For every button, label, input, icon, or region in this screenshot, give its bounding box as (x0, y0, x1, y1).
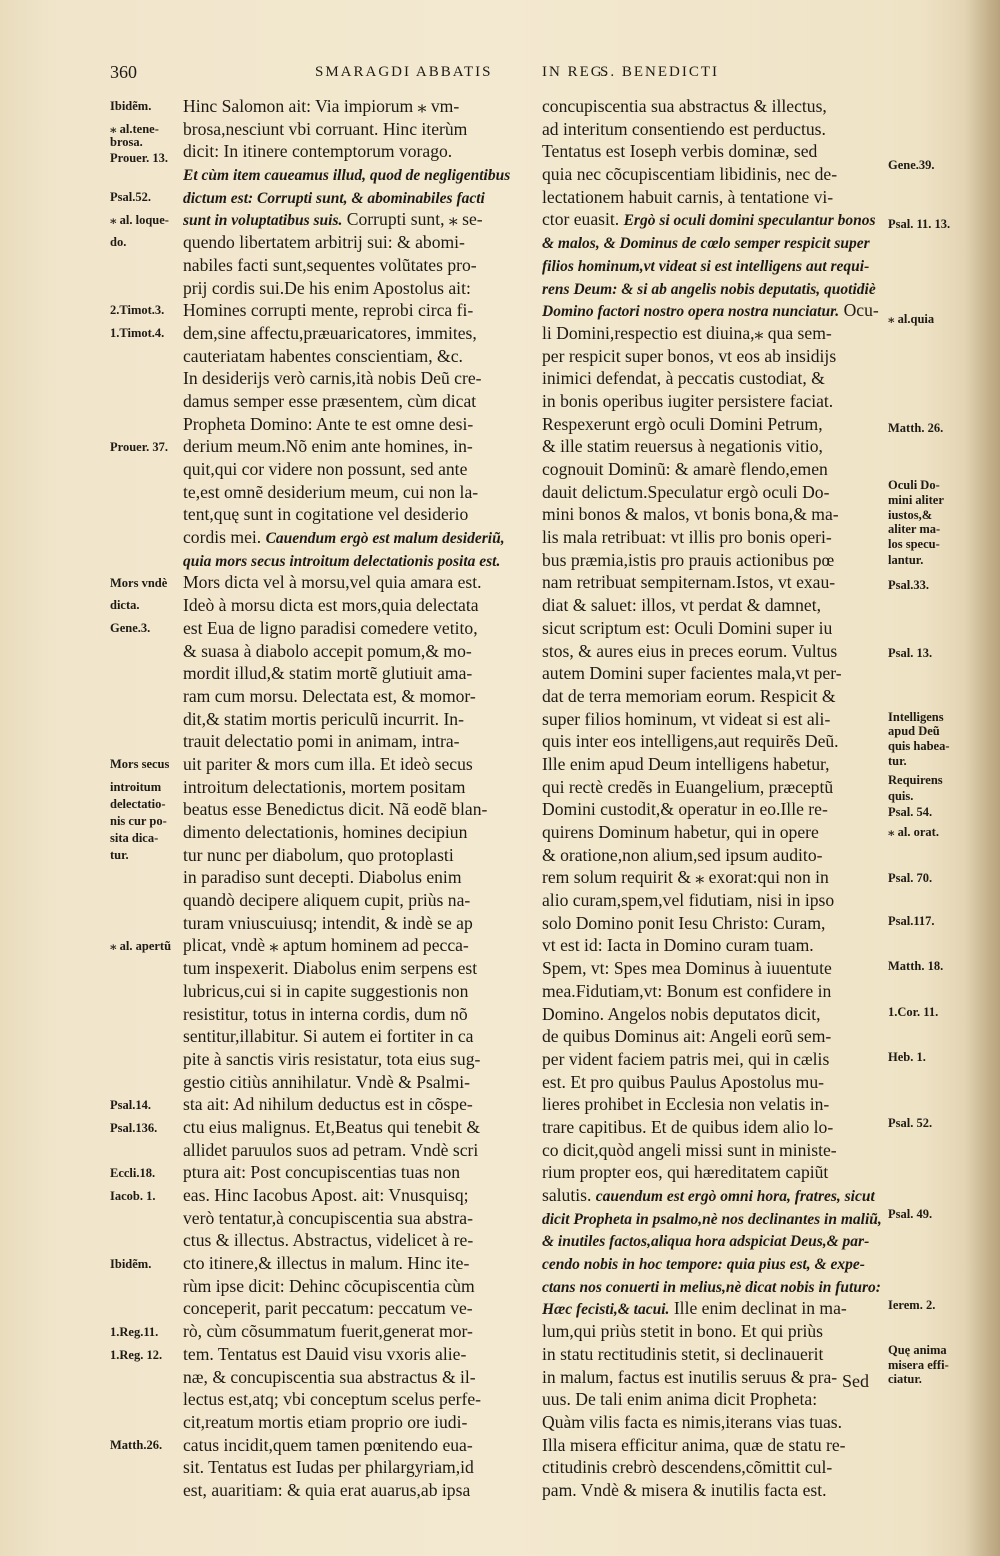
text-line: dem,sine affectu,præuaricatores, immites, (183, 322, 477, 343)
marginal-note: Psal. 70. (888, 870, 933, 885)
text-line: dit,& statim mortis periculũ incurrit. In- (183, 708, 464, 729)
marginal-note: quis. (888, 789, 914, 804)
marginal-note: do. (110, 235, 127, 250)
marginal-note: tur. (888, 753, 907, 768)
text-line: mea.Fidutiam,vt: Bonum est confidere in (542, 980, 832, 1001)
text-line: est. Et pro quibus Paulus Apostolus mu- (542, 1071, 824, 1092)
text-line: verò tentatur,à concupiscentia sua abstra- (183, 1207, 473, 1228)
marginal-note: los specu- (888, 537, 940, 552)
text-line (542, 277, 882, 300)
page-number: 360 (110, 62, 137, 82)
text-line: alio curam,spem,vel fidutiam, nisi in ipso (542, 890, 835, 911)
text-segment-italic: cauendum est ergò omni hora, fratres, sicut (595, 1188, 875, 1205)
text-line: ctu eius malignus. Et,Beatus qui tenebit & (183, 1116, 481, 1137)
text-line: per vident faciem patris mei, qui in cælis (542, 1048, 830, 1069)
text-line: tum inspexerit. Diabolus enim serpens est (183, 958, 478, 979)
text-line: prij cordis sui.De his enim Apostolus ait: (183, 277, 471, 298)
text-line: rem solum requirit & ⁎ exorat:qui non in (542, 867, 829, 888)
text-line (542, 1184, 882, 1207)
text-line: resistitur, totus in interna cordis, dum nõ (183, 1003, 468, 1024)
marginal-note: apud Deũ (888, 724, 940, 739)
text-line: lectationem habuit carnis, à tentatione vi- (542, 186, 834, 207)
text-line (542, 299, 882, 322)
text-line (542, 1252, 882, 1275)
text-line: Domino. Angelos nobis deputatos dicit, (542, 1003, 821, 1024)
text-line: dicit: In itinere contemptorum vorago. (183, 141, 453, 162)
text-line: li Domini,respectio est diuina,⁎ qua sem- (542, 322, 832, 343)
text-line: lubricus,cui si in capite suggestionis non (183, 980, 469, 1001)
marginal-note: Mors vndè (110, 575, 168, 590)
text-segment: ctans nos conuerti in melius,nè dicat nobis in futuro: (542, 1278, 881, 1296)
marginal-note: Psal. 13. (888, 646, 933, 661)
marginal-note: quis habea- (888, 739, 950, 754)
text-segment: salutis. (542, 1185, 596, 1205)
marginal-note: Matth. 18. (888, 959, 944, 974)
text-line (183, 163, 533, 186)
text-line: & oratione,non alium,sed ipsum audito- (542, 844, 823, 865)
marginal-note: iustos,& (888, 507, 933, 522)
text-line: ptura ait: Post concupiscentias tuas non (183, 1162, 461, 1183)
marginal-note: introitum (110, 780, 162, 794)
text-line: rium propter eos, qui hæreditatem capiũt (542, 1162, 829, 1183)
running-title-in-reg: IN REG. (542, 64, 610, 80)
text-line: Hinc Salomon ait: Via impiorum ⁎ vm- (183, 96, 460, 116)
text-line: trauit delectatio pomi in animam, intra- (183, 731, 460, 752)
marginal-note: 1.Timot.4. (110, 326, 165, 340)
marginal-note: lantur. (888, 553, 924, 567)
marginal-note: Gene.3. (110, 621, 151, 636)
text-line: trare capitibus. Et de quibus idem alio lo- (542, 1116, 834, 1137)
text-line: est Eua de ligno paradisi comedere vetito, (183, 617, 478, 638)
text-line: In desiderijs verò carnis,ità nobis Deũ cre- (183, 368, 482, 389)
text-segment: Ocu- (839, 300, 879, 321)
text-line: cauteriatam habentes conscientiam, &c. (183, 345, 463, 366)
marginal-note: Quę anima (888, 1342, 947, 1357)
text-line: rò, cùm cõsummatum fuerit,generat mor- (183, 1321, 473, 1342)
marginal-note: Psal. 11. 13. (888, 217, 951, 232)
text-line (183, 526, 533, 549)
text-line: tem. Tentatus est Dauid visu vxoris alie- (183, 1343, 467, 1364)
text-line: gestio citiùs annihilatur. Vndè & Psalmi- (183, 1071, 471, 1092)
text-line (183, 549, 533, 572)
text-line: cognouit Dominũ: & amarè flendo,emen (542, 459, 828, 479)
marginal-note: mini aliter (888, 492, 944, 507)
marginal-note: Ibidẽm. (110, 1256, 152, 1271)
marginal-note: Matth. 26. (888, 421, 944, 436)
text-line: nam retribuat sempiternam.Istos, vt exau- (542, 572, 836, 593)
text-line: quirens Dominum habetur, qui in opere (542, 822, 819, 842)
marginal-note: Psal.33. (888, 577, 929, 592)
text-line: conceperit, parit peccatum: peccatum ve- (183, 1298, 473, 1319)
marginal-note: Psal.14. (110, 1097, 151, 1112)
marginal-note: Oculi Do- (888, 478, 940, 493)
text-line: ram cum morsu. Delectata est, & momor- (183, 685, 476, 706)
page-gutter-shadow (965, 0, 1000, 1556)
marginal-note: Psal. 52. (888, 1115, 933, 1130)
text-line: Respexerunt ergò oculi Domini Petrum, (542, 413, 823, 434)
marginal-note: Iacob. 1. (110, 1188, 156, 1203)
marginal-note: ⁎ al. orat. (888, 825, 939, 840)
text-line: Homines corrupti mente, reprobi circa fi- (183, 300, 474, 321)
text-line (542, 1207, 882, 1230)
text-line (183, 186, 533, 209)
text-segment-italic: Ergò si oculi domini speculantur bonos (623, 212, 876, 230)
marginal-note: Psal.136. (110, 1120, 158, 1135)
catchword: Sed (842, 1371, 869, 1391)
marginal-note: ⁎ al.quia (888, 312, 935, 327)
text-line (542, 208, 882, 231)
text-line: sta ait: Ad nihilum deductus est in cõspe- (183, 1094, 473, 1115)
text-segment: cendo nobis in hoc tempore: quia pius est, & expe- (542, 1256, 865, 1274)
text-line: quendo libertatem arbitrij sui: & abomi- (183, 232, 465, 253)
marginal-note: Prouer. 37. (110, 439, 168, 454)
running-header (110, 62, 970, 88)
marginal-note: delectatio- (110, 797, 166, 812)
running-title-author: SMARAGDI ABBATIS (315, 64, 493, 80)
text-line: & suasa à diabolo accepit pomum,& mo- (183, 640, 472, 661)
text-line: solo Domino ponit Iesu Christo: Curam, (542, 912, 826, 933)
marginal-note: Psal. 54. (888, 804, 933, 819)
text-line: cto itinere,& illectus in malum. Hinc ite- (183, 1253, 470, 1274)
text-line: mini bonos & malos, vt bonis bona,& ma- (542, 504, 839, 525)
text-line: quis inter eos intelligens,aut requirẽs Deũ. (542, 731, 839, 752)
marginal-note: aliter ma- (888, 522, 941, 537)
right-text-column (542, 95, 882, 1502)
text-line: quandò decipere aliquem cupit, priùs na- (183, 890, 471, 911)
text-line: Domini custodit,& operatur in eo.Ille re- (542, 799, 828, 820)
marginal-note: Ibidẽm. (110, 99, 152, 113)
text-segment: quia mors secus introitum delectationis posita est. (183, 552, 501, 570)
text-line: stos, & aures eius in preces eorum. Vultus (542, 640, 838, 661)
text-line: allidet paruulos suos ad petram. Vndè scri (183, 1139, 479, 1160)
marginal-note: Psal.52. (110, 189, 151, 204)
running-title-benedicti: S. BENEDICTI (600, 64, 719, 80)
text-segment: ctor euasit. (542, 209, 624, 230)
marginal-note: Eccli.18. (110, 1165, 156, 1180)
marginal-note: Heb. 1. (888, 1050, 926, 1065)
text-line: per respicit super bonos, vt eos ab insidijs (542, 345, 837, 366)
marginal-note: Gene.39. (888, 158, 935, 173)
marginal-note: ⁎ al.tene- (110, 121, 159, 136)
marginal-note: ⁎ al. apertũ (110, 938, 172, 953)
text-segment-italic: Cauendum ergò est malum desideriũ, (265, 530, 505, 548)
text-line: beatus esse Benedictus dicit. Nã eodẽ blan- (183, 799, 488, 820)
text-line: ad interitum consentiendo est perductus. (542, 118, 826, 139)
marginal-note: brosa. (110, 135, 143, 150)
marginal-note: 1.Cor. 11. (888, 1004, 939, 1019)
text-line: catus incidit,quem tamen pœnitendo eua- (183, 1434, 473, 1455)
text-line: Tentatus est Ioseph verbis dominæ, sed (542, 141, 818, 162)
marginal-note: Psal.117. (888, 913, 935, 928)
marginal-note: Intelligens (888, 709, 944, 724)
text-line: næ, & concupiscentia sua abstractus & il- (183, 1366, 476, 1387)
text-line: in malum, factus est inutilis seruus & pra- (542, 1366, 838, 1387)
text-segment: rens Deum: & si ab angelis nobis deputatis, quotidiè (542, 280, 876, 298)
text-line: diat & saluet: illos, vt perdat & damnet, (542, 595, 822, 616)
text-line: concupiscentia sua abstractus & illectus, (542, 96, 827, 116)
text-line: eas. Hinc Iacobus Apost. ait: Vnusquisq; (183, 1185, 469, 1205)
text-segment: dictum est: Corrupti sunt, & abominabiles facti (183, 189, 485, 207)
marginal-note: Prouer. 13. (110, 151, 168, 166)
text-segment: & inutiles factos,aliqua hora adspiciat Deus,& par- (542, 1233, 870, 1251)
text-line: de quibus Dominus ait: Angeli eorũ sem- (542, 1026, 832, 1047)
text-line: turam vniuscuiusq; intendit, & indè se ap (183, 912, 473, 933)
text-line (542, 254, 882, 277)
text-line: lectus est,atq; vbi conceptum scelus perfe- (183, 1389, 482, 1410)
text-line: brosa,nesciunt vbi corruant. Hinc iterùm (183, 118, 468, 139)
text-segment: filios hominum,vt videat si est intelligens aut requi- (542, 257, 870, 275)
marginal-note: Requirens (888, 773, 943, 788)
text-line: qui rectè credẽs in Euangelium, præceptũ (542, 776, 834, 797)
text-segment: Domino factori nostro opera nostra nunciatur. (542, 303, 840, 321)
marginal-note: 1.Reg. 12. (110, 1347, 163, 1362)
text-line: quia nec cõcupiscentiam libidinis, nec de- (542, 164, 838, 185)
text-line (542, 1275, 882, 1298)
text-line: pite à sanctis viris resistatur, tota eius sug- (183, 1048, 481, 1069)
text-line: autem Domini super facientes mala,vt per- (542, 663, 842, 684)
text-line: bus præmia,istis pro prauis actionibus pœ (542, 549, 835, 570)
text-line: lum,qui priùs stetit in bono. Et qui priùs (542, 1321, 824, 1342)
text-line: tent,quę sunt in cogitatione vel desiderio (183, 504, 469, 525)
text-line: Mors dicta vel à morsu,vel quia amara est. (183, 572, 482, 593)
text-line: sit. Tentatus est Iudas per philargyriam,id (183, 1457, 474, 1478)
marginal-note: tur. (110, 848, 129, 863)
text-line: quit,qui cor videre non possunt, sed ante (183, 459, 468, 479)
marginal-note: misera effi- (888, 1357, 949, 1372)
text-line: pam. Vndè & misera & inutilis facta est. (542, 1479, 827, 1500)
marginal-note: nis cur po- (110, 814, 167, 829)
text-line: sicut scriptum est: Oculi Domini super iu (542, 617, 833, 638)
marginal-note: 2.Timot.3. (110, 303, 165, 318)
text-line: Propheta Domino: Ante te est omne desi- (183, 413, 474, 434)
text-line: sentitur,illabitur. Si autem ei fortiter in ca (183, 1026, 474, 1047)
text-segment: cordis mei. (183, 527, 266, 548)
text-line: Illa misera efficitur anima, quæ de statu re- (542, 1434, 846, 1455)
text-line: derium meum.Nõ enim ante homines, in- (183, 436, 473, 457)
marginal-note: Psal. 49. (888, 1206, 933, 1221)
marginal-note: Matth.26. (110, 1438, 163, 1453)
text-segment: dicit Propheta in psalmo,nè nos declinantes in maliũ, (542, 1210, 882, 1228)
text-line: uit pariter & mors cum illa. Et ideò secus (183, 753, 473, 774)
text-line: co dicit,quòd angeli missi sunt in ministe- (542, 1139, 837, 1160)
text-line: ctus & illectus. Abstractus, videlicet à re- (183, 1230, 474, 1251)
left-text-column (183, 95, 533, 1502)
text-segment: Hæc fecisti,& tacui. (542, 1301, 670, 1319)
text-line: Ille enim apud Deum intelligens habetur, (542, 753, 830, 774)
text-line: lis mala retribuat: vt illis pro bonis operi- (542, 527, 832, 548)
text-line (542, 1297, 882, 1320)
text-line (542, 231, 882, 254)
text-line: in bonis operibus iugiter persistere faciat. (542, 390, 834, 411)
text-line: inimici defendat, à peccatis custodiat, & (542, 368, 825, 389)
text-line: uus. De tali enim anima dicit Propheta: (542, 1389, 818, 1410)
marginal-note: ciatur. (888, 1372, 922, 1387)
text-line: nabiles facti sunt,sequentes volũtates pro- (183, 254, 477, 275)
marginal-note: sita dica- (110, 831, 159, 846)
marginal-note: Ierem. 2. (888, 1297, 936, 1312)
text-segment: Ille enim declinat in ma- (669, 1298, 847, 1319)
text-line: dimento delectationis, homines decipiun (183, 822, 468, 842)
text-line: dauit delictum.Speculatur ergò oculi Do- (542, 481, 830, 502)
text-line: in paradiso sunt decepti. Diabolus enim (183, 867, 462, 888)
text-line (542, 1229, 882, 1252)
text-line: lieres prohibet in Ecclesia non velatis in- (542, 1094, 830, 1115)
marginal-note: dicta. (110, 598, 140, 613)
marginal-note: 1.Reg.11. (110, 1324, 159, 1339)
text-line: damus semper esse præsentem, cùm dicat (183, 390, 477, 411)
text-segment: Corrupti sunt, ⁎ se- (342, 209, 483, 230)
text-line: mordit illud,& statim mortẽ glutiuit ama- (183, 663, 473, 684)
text-line: tur nunc per diabolum, quo protoplasti (183, 844, 454, 865)
text-line: est, auaritiam: & quia erat auarus,ab ipsa (183, 1479, 471, 1500)
text-line: Ideò à morsu dicta est mors,quia delectata (183, 595, 479, 616)
text-line: & ille statim reuersus à negationis vitio, (542, 436, 823, 457)
text-line: super filios hominum, vt videat si est ali- (542, 708, 831, 729)
marginal-note: Mors secus (110, 757, 170, 772)
text-line: in statu rectitudinis stetit, si declinauerit (542, 1343, 824, 1364)
text-line: Quàm vilis facta es nimis,iterans vias tuas. (542, 1411, 843, 1432)
text-segment: sunt in voluptatibus suis. (183, 212, 343, 230)
text-line: rùm ipse dicit: Dehinc cõcupiscentia cùm (183, 1275, 475, 1296)
text-segment: & malos, & Dominus de cœlo semper respicit super (542, 235, 870, 253)
text-line: vt est id: Iacta in Domino curam tuam. (542, 935, 814, 956)
text-line: plicat, vndè ⁎ aptum hominem ad pecca- (183, 935, 469, 956)
text-line: cit,reatum mortis etiam proprio ore iudi- (183, 1411, 468, 1432)
marginal-note: ⁎ al. loque- (110, 212, 169, 227)
text-line (183, 208, 533, 231)
text-line: dat de terra memoriam eorum. Respicit & (542, 685, 836, 706)
text-line: te,est omnẽ desiderium meum, cui non la- (183, 481, 479, 502)
text-segment: Et cùm item caueamus illud, quod de negligentibus (183, 167, 511, 185)
text-line: Spem, vt: Spes mea Dominus à iuuentute (542, 958, 832, 979)
text-line: ctitudinis crebrò descendens,cõmittit cul- (542, 1457, 833, 1478)
text-line: introitum delectationis, mortem positam (183, 776, 466, 797)
